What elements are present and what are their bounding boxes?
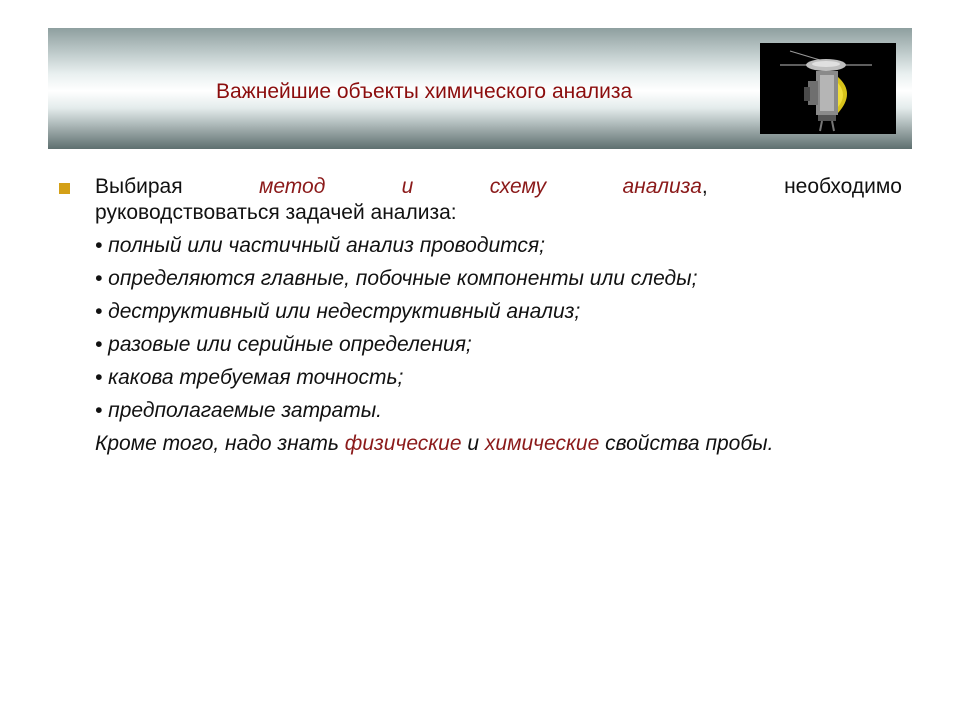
highlight-chemical: химические	[484, 432, 600, 455]
highlight-analysis-group	[622, 174, 707, 200]
intro-word: Выбирая	[95, 175, 183, 198]
list-item: • деструктивный или недеструктивный анализ;	[95, 300, 581, 323]
highlight-physical: физические	[344, 432, 462, 455]
list-item: • разовые или серийные определения;	[95, 333, 472, 356]
intro-line-2: руководствоваться задачей анализа:	[95, 201, 457, 224]
intro-line-1	[95, 174, 902, 200]
highlight-method: метод	[258, 175, 326, 198]
highlight-analysis: анализа	[622, 175, 702, 198]
closing-text: и	[461, 432, 485, 455]
slide-body	[95, 174, 902, 457]
highlight-scheme: схему	[489, 175, 547, 198]
list-item: • определяются главные, побочные компоненты или следы;	[95, 267, 698, 290]
closing-text: Кроме того, надо знать	[95, 432, 345, 455]
comma: ,	[701, 175, 708, 198]
list-item: • предполагаемые затраты.	[95, 399, 382, 422]
closing-paragraph	[95, 431, 902, 457]
closing-text: свойства пробы.	[599, 432, 774, 455]
spacecraft-image	[760, 43, 896, 134]
bullet-square-icon	[59, 183, 70, 194]
slide-title: Важнейшие объекты химического анализа	[216, 80, 633, 103]
list-item: • какова требуемая точность;	[95, 366, 404, 389]
list-item: • полный или частичный анализ проводится;	[95, 234, 545, 257]
highlight-and: и	[401, 175, 414, 198]
intro-word-necessary: необходимо	[784, 175, 902, 198]
